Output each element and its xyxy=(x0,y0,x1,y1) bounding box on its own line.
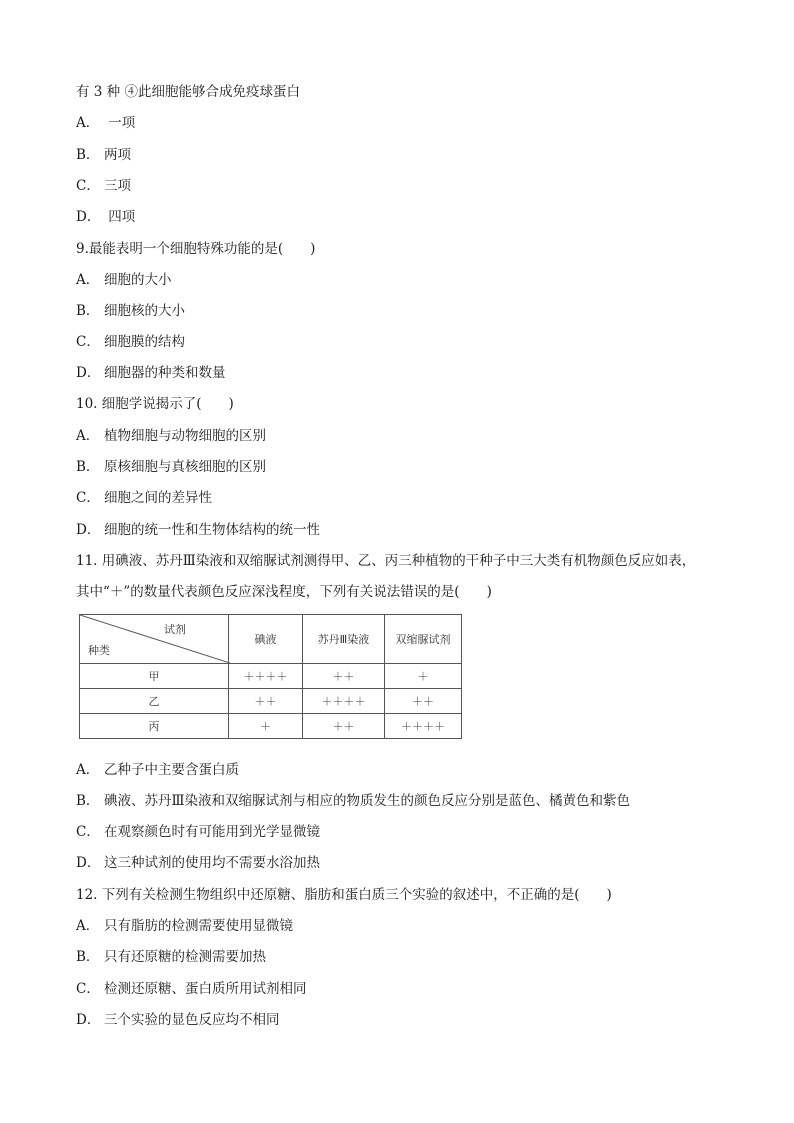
q11-option-c xyxy=(76,823,320,841)
option-text: 一项 xyxy=(104,115,136,131)
table-row-name: 乙 xyxy=(80,689,229,714)
q8-option-a xyxy=(76,114,135,132)
q9-stem: 9.最能表明一个细胞特殊功能的是( ) xyxy=(76,241,316,257)
q12-stem: 12. 下列有关检测生物组织中还原糖、脂肪和蛋白质三个实验的叙述中，不正确的是( ) xyxy=(76,887,612,903)
q11-option-b xyxy=(76,792,630,810)
option-letter: C． xyxy=(76,490,100,506)
option-letter: A． xyxy=(76,918,100,934)
table-header-row xyxy=(80,615,462,664)
option-letter: B． xyxy=(76,147,100,163)
q9-option-c xyxy=(76,333,185,351)
q10-option-d xyxy=(76,521,320,539)
q11-stem-line2: 其中“＋”的数量代表颜色反应深浅程度，下列有关说法错误的是( ) xyxy=(76,584,492,600)
corner-label-reagent: 试剂 xyxy=(163,623,186,636)
option-text: 四项 xyxy=(104,209,136,225)
table-cell: ＋ xyxy=(228,714,302,739)
option-letter: B． xyxy=(76,793,100,809)
q9-option-b xyxy=(76,302,185,320)
table-cell: ＋＋ xyxy=(303,664,385,689)
q10-option-a xyxy=(76,427,266,445)
table-cell: ＋＋ xyxy=(384,689,461,714)
option-text: 这三种试剂的使用均不需要水浴加热 xyxy=(104,855,320,871)
option-letter: D． xyxy=(76,522,101,538)
q12-option-b xyxy=(76,948,266,966)
table-cell: ＋ xyxy=(384,664,461,689)
option-text: 只有脂肪的检测需要使用显微镜 xyxy=(104,918,293,934)
corner-label-species: 种类 xyxy=(88,644,110,657)
option-text: 细胞的统一性和生物体结构的统一性 xyxy=(104,522,320,538)
table-cell: ＋＋ xyxy=(228,689,302,714)
table-row xyxy=(80,689,462,714)
table-row-name: 甲 xyxy=(80,664,229,689)
option-letter: C． xyxy=(76,981,100,997)
option-letter: D． xyxy=(76,855,101,871)
table-cell: ＋＋＋＋ xyxy=(228,664,302,689)
q8-stem-tail: 有 3 种 ④此细胞能够合成免疫球蛋白 xyxy=(76,84,300,100)
q10-stem: 10. 细胞学说揭示了( ) xyxy=(76,396,234,412)
option-letter: C． xyxy=(76,334,100,350)
option-letter: A． xyxy=(76,428,100,444)
option-letter: C． xyxy=(76,824,100,840)
q12-option-d xyxy=(76,1011,280,1029)
q10-option-b xyxy=(76,458,266,476)
table-row xyxy=(80,714,462,739)
option-text: 只有还原糖的检测需要加热 xyxy=(104,949,266,965)
q11-stem-line1: 11. 用碘液、苏丹Ⅲ染液和双缩脲试剂测得甲、乙、丙三种植物的干种子中三大类有机物颜色反应如表， xyxy=(76,553,696,569)
option-text: 三项 xyxy=(104,178,131,194)
option-letter: C． xyxy=(76,178,100,194)
table-header-cell: 双缩脲试剂 xyxy=(384,615,461,664)
q11-option-d xyxy=(76,854,320,872)
color-reaction-table xyxy=(79,614,462,739)
option-letter: A． xyxy=(76,115,100,131)
option-text: 细胞核的大小 xyxy=(104,303,185,319)
option-letter: B． xyxy=(76,303,100,319)
option-letter: D． xyxy=(76,209,101,225)
q9-option-d xyxy=(76,364,226,382)
option-text: 细胞器的种类和数量 xyxy=(104,365,226,381)
table-corner-cell xyxy=(80,615,229,664)
table-cell: ＋＋ xyxy=(303,714,385,739)
option-letter: D． xyxy=(76,365,101,381)
q8-option-c xyxy=(76,177,131,195)
table-cell: ＋＋＋＋ xyxy=(384,714,461,739)
table-row xyxy=(80,664,462,689)
q12-option-c xyxy=(76,980,307,998)
option-text: 两项 xyxy=(104,147,131,163)
option-text: 碘液、苏丹Ⅲ染液和双缩脲试剂与相应的物质发生的颜色反应分别是蓝色、橘黄色和紫色 xyxy=(104,793,631,809)
option-text: 乙种子中主要含蛋白质 xyxy=(104,762,239,778)
option-text: 原核细胞与真核细胞的区别 xyxy=(104,459,266,475)
q8-option-b xyxy=(76,146,131,164)
q12-option-a xyxy=(76,917,293,935)
q9-option-a xyxy=(76,271,172,289)
option-text: 三个实验的显色反应均不相同 xyxy=(104,1012,280,1028)
option-letter: B． xyxy=(76,949,100,965)
option-letter: B． xyxy=(76,459,100,475)
option-text: 检测还原糖、蛋白质所用试剂相同 xyxy=(104,981,307,997)
option-text: 细胞膜的结构 xyxy=(104,334,185,350)
table-cell: ＋＋＋＋ xyxy=(303,689,385,714)
table-row-name: 丙 xyxy=(80,714,229,739)
option-letter: D． xyxy=(76,1012,101,1028)
table-header-cell: 苏丹Ⅲ染液 xyxy=(303,615,385,664)
option-letter: A． xyxy=(76,272,100,288)
option-text: 在观察颜色时有可能用到光学显微镜 xyxy=(104,824,320,840)
q11-option-a xyxy=(76,761,239,779)
q10-option-c xyxy=(76,489,212,507)
option-letter: A． xyxy=(76,762,100,778)
table-header-cell: 碘液 xyxy=(228,615,302,664)
option-text: 植物细胞与动物细胞的区别 xyxy=(104,428,266,444)
q8-option-d xyxy=(76,208,135,226)
option-text: 细胞的大小 xyxy=(104,272,172,288)
option-text: 细胞之间的差异性 xyxy=(104,490,212,506)
